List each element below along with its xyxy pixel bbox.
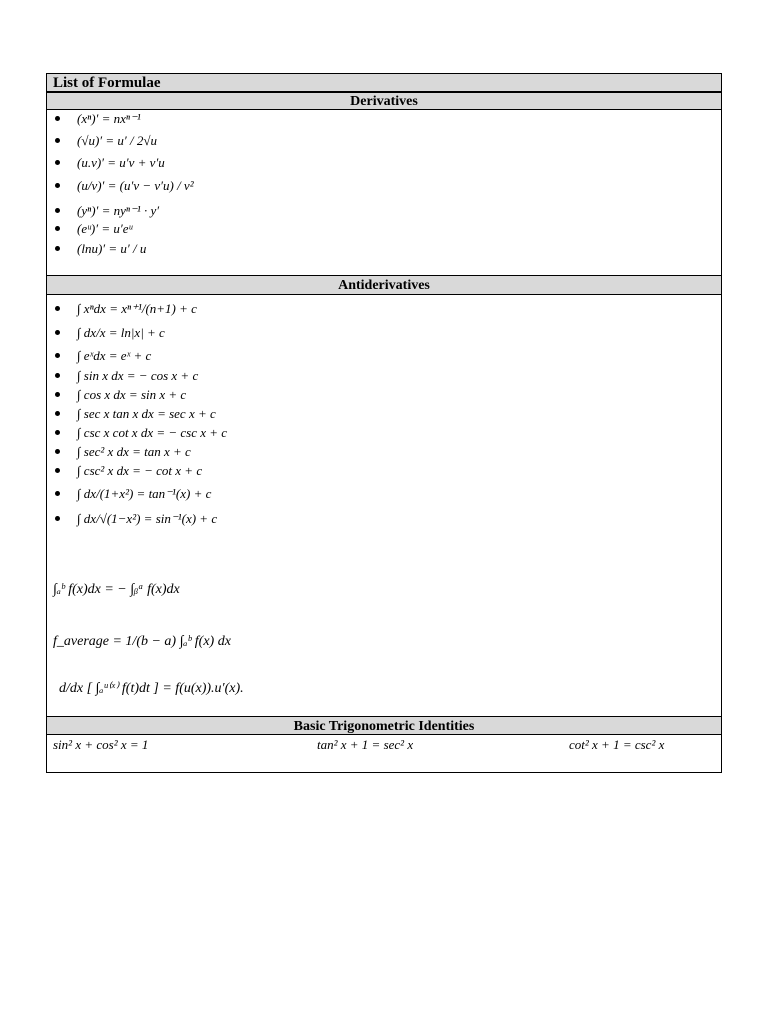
antiderivatives-heading: Antiderivatives xyxy=(47,275,721,295)
title-bar xyxy=(47,74,721,92)
trig-identity-3: cot² x + 1 = csc² x xyxy=(569,737,665,752)
formula-sheet: List of Formulae Derivatives (xⁿ)′ = nxⁿ⁻¹ (√u)′ = u′ / 2√u (u.v)′ = u′v + v′u (u/v)′ = (u′v − v′u) / v² (yⁿ)′ = nyⁿ⁻¹ · y′ (eᵘ)′ = u′eᵘ (lnu)′ = u′ / u Antiderivatives ∫ xⁿdx = xⁿ⁺¹/(n+1) + c ∫ dx/x = ln|x| + c ∫ eˣdx = eˣ + c ∫ sin x dx = − cos x + c ∫ cos x dx = sin x + c ∫ sec x tan x dx = sec x + c ∫ csc x cot x dx = − csc x + c ∫ sec² x dx = tan x + c ∫ csc² x dx = − cot x + c ∫ dx/(1+x²) = tan⁻¹(x) + c ∫ dx/√(1−x²) = sin⁻¹(x) + c ∫ₐᵇ f(x)dx = − ∫ᵦᵃ f(x)dx f_average = 1/(b − a) ∫ₐᵇ f(x) dx d/dx [ ∫ₐᵘ⁽ˣ⁾ f(t)dt ] = f(u(x)).u′(x). Basic Trigonometric Identities sin² x + cos² x = 1 tan² x + 1 = sec² x cot² x + 1 = csc² x xyxy=(46,73,722,773)
ftc-rule: d/dx [ ∫ₐᵘ⁽ˣ⁾ f(t)dt ] = f(u(x)).u′(x). xyxy=(59,681,244,696)
trig-identity-1: sin² x + cos² x = 1 xyxy=(53,737,149,752)
trig-identity-2: tan² x + 1 = sec² x xyxy=(317,737,414,752)
average-value-rule: f_average = 1/(b − a) ∫ₐᵇ f(x) dx xyxy=(53,634,231,649)
reverse-limits-rule: ∫ₐᵇ f(x)dx = − ∫ᵦᵃ f(x)dx xyxy=(53,582,180,597)
trig-heading: Basic Trigonometric Identities xyxy=(47,716,721,735)
page-title: List of Formulae xyxy=(53,75,161,91)
derivatives-heading: Derivatives xyxy=(47,92,721,110)
